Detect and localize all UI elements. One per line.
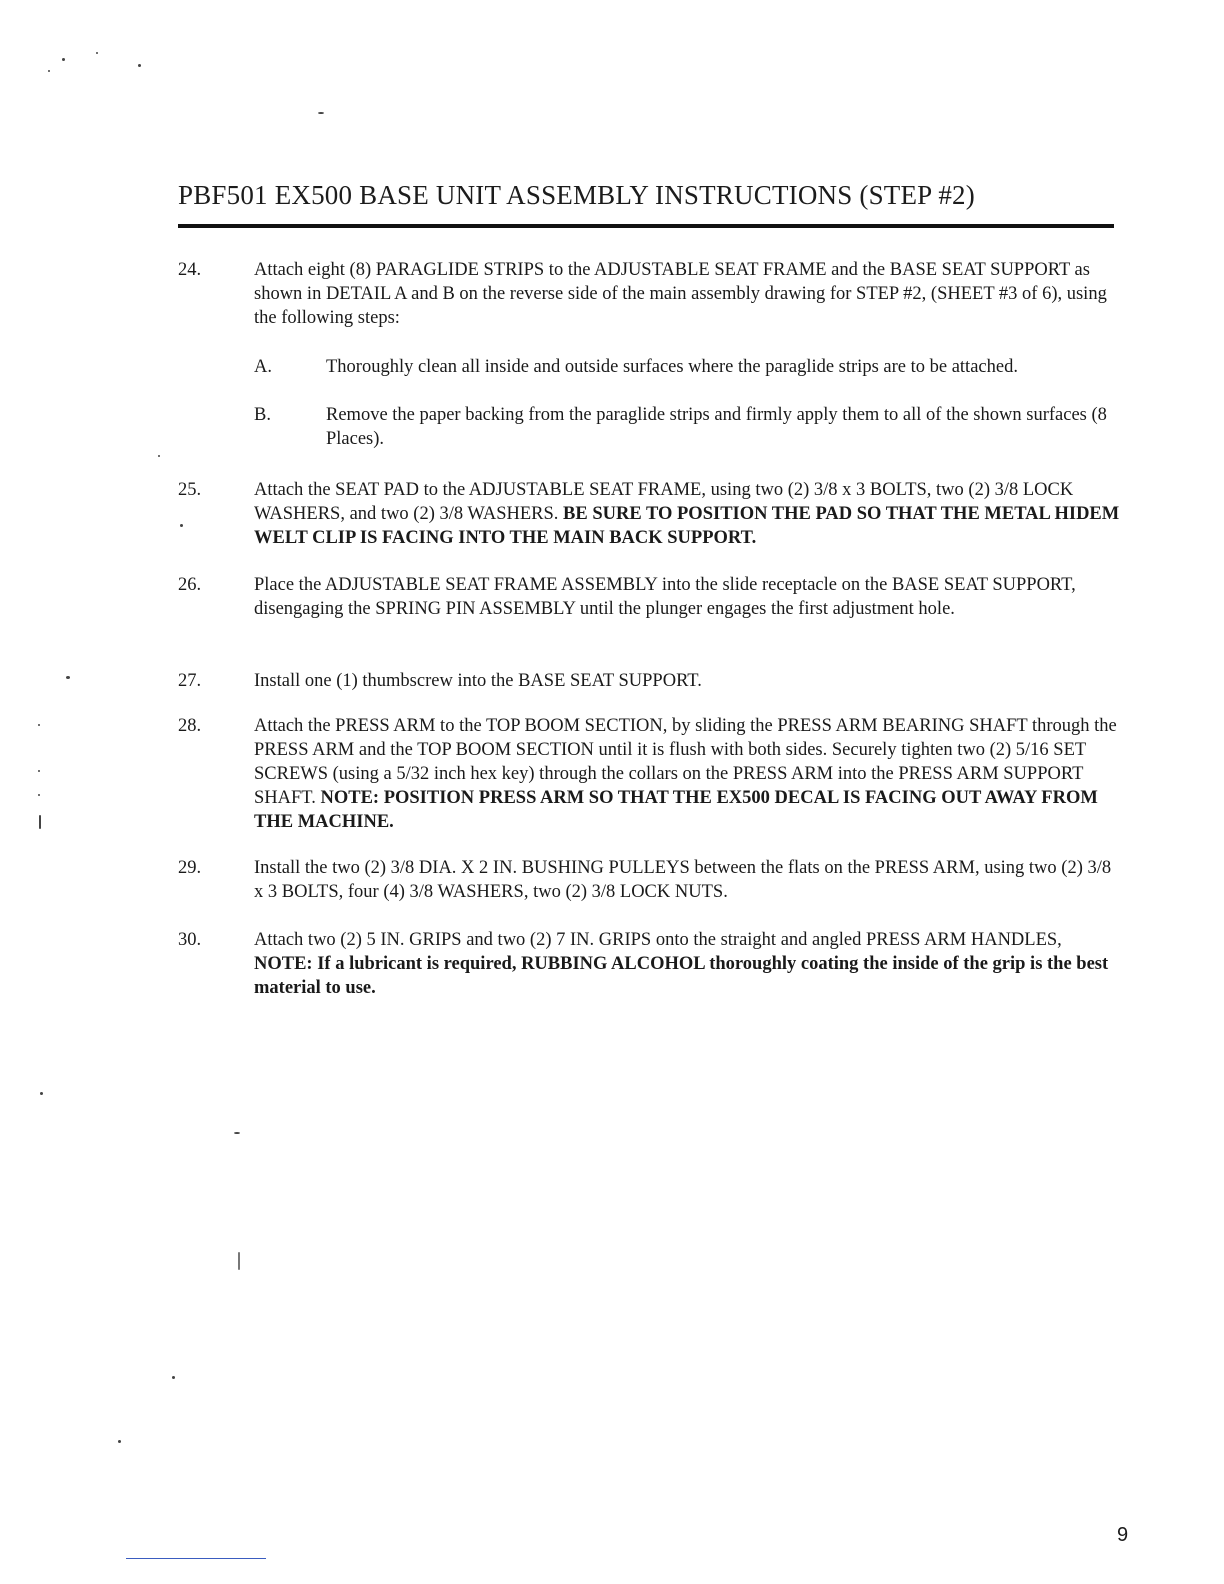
step-text xyxy=(254,928,1123,1000)
step-text-plain: Attach two (2) 5 IN. GRIPS and two (2) 7 IN. GRIPS onto the straight and angled PRESS ARM HANDLES, xyxy=(254,930,1062,950)
step-text: Install one (1) thumbscrew into the BASE SEAT SUPPORT. xyxy=(254,671,702,691)
step-text: Install the two (2) 3/8 DIA. X 2 IN. BUSHING PULLEYS between the flats on the PRESS ARM, using two (2) 3/8 x 3 BOLTS, four (4) 3/8 WASHERS, two (2) 3/8 LOCK NUTS. xyxy=(254,858,1112,902)
scan-speck xyxy=(48,70,50,72)
scan-speck xyxy=(38,794,40,796)
step-note-bold: NOTE: POSITION PRESS ARM SO THAT THE EX500 DECAL IS FACING OUT AWAY FROM THE MACHINE. xyxy=(254,788,1098,832)
title-divider xyxy=(178,224,1114,228)
step-item xyxy=(178,478,1123,550)
scan-speck xyxy=(172,1376,175,1379)
scan-speck xyxy=(40,1092,43,1095)
scan-speck xyxy=(318,112,324,114)
substep-letter: B. xyxy=(254,405,271,425)
step-number: 28. xyxy=(178,716,202,736)
substep-item xyxy=(254,355,1114,381)
page-number: 9 xyxy=(1117,1524,1129,1546)
scan-speck xyxy=(118,1440,121,1443)
substep-text: Remove the paper backing from the paraglide strips and firmly apply them to all of the shown surfaces (8 Places). xyxy=(326,405,1107,449)
substep-item xyxy=(254,403,1114,453)
step-number: 26. xyxy=(178,575,202,595)
step-item xyxy=(178,573,1123,645)
step-text: Attach eight (8) PARAGLIDE STRIPS to the ADJUSTABLE SEAT FRAME and the BASE SEAT SUPPORT as shown in DETAIL A and B on the reverse side of the main assembly drawing for STEP #2, (SHEET #3 of 6), using the following steps: xyxy=(254,260,1107,328)
scan-speck xyxy=(158,455,160,457)
step-number: 25. xyxy=(178,480,202,500)
scan-speck xyxy=(180,524,183,527)
scan-speck xyxy=(66,676,70,679)
step-item xyxy=(178,714,1123,834)
step-note-bold: NOTE: If a lubricant is required, RUBBING ALCOHOL thoroughly coating the inside of the grip is the best material to use. xyxy=(254,954,1109,998)
step-number: 30. xyxy=(178,930,202,950)
substep-text: Thoroughly clean all inside and outside surfaces where the paraglide strips are to be attached. xyxy=(326,357,1018,377)
scan-speck xyxy=(238,1252,240,1270)
step-text xyxy=(254,714,1123,834)
step-item xyxy=(178,928,1123,1002)
step-text xyxy=(254,478,1123,550)
step-text: Place the ADJUSTABLE SEAT FRAME ASSEMBLY into the slide receptacle on the BASE SEAT SUPPORT, disengaging the SPRING PIN ASSEMBLY until the plunger engages the first adjustment hole. xyxy=(254,575,1076,619)
scan-speck xyxy=(39,815,41,829)
step-item xyxy=(178,669,1123,695)
scan-speck xyxy=(234,1132,240,1134)
step-text-plain: Attach the SEAT PAD to the ADJUSTABLE SEAT FRAME, using two (2) 3/8 x 3 BOLTS, two (2) 3/8 LOCK WASHERS, and two (2) 3/8 WASHERS. xyxy=(254,480,1074,524)
step-note-bold: BE SURE TO POSITION THE PAD SO THAT THE METAL HIDEM WELT CLIP IS FACING INTO THE MAIN BACK SUPPORT. xyxy=(254,504,1120,548)
step-number: 24. xyxy=(178,260,202,280)
step-number: 29. xyxy=(178,858,202,878)
scan-speck xyxy=(96,52,98,54)
scan-speck xyxy=(38,770,40,772)
step-text-plain: Attach the PRESS ARM to the TOP BOOM SECTION, by sliding the PRESS ARM BEARING SHAFT through the PRESS ARM and the TOP BOOM SECTION until it is flush with both sides. Securely tighten two (2) 5/16 SET SCREWS (using a 5/32 inch hex key) through the collars on the PRESS ARM into the PRESS ARM SUPPORT SHAFT. xyxy=(254,716,1117,808)
step-item xyxy=(178,856,1123,906)
step-number: 27. xyxy=(178,671,202,691)
page-title: PBF501 EX500 BASE UNIT ASSEMBLY INSTRUCTIONS (STEP #2) xyxy=(178,180,975,210)
substep-letter: A. xyxy=(254,357,272,377)
scan-speck xyxy=(38,724,40,726)
scan-speck xyxy=(138,64,141,67)
step-item xyxy=(178,258,1123,334)
footer-line xyxy=(126,1558,266,1559)
scan-speck xyxy=(62,58,65,61)
